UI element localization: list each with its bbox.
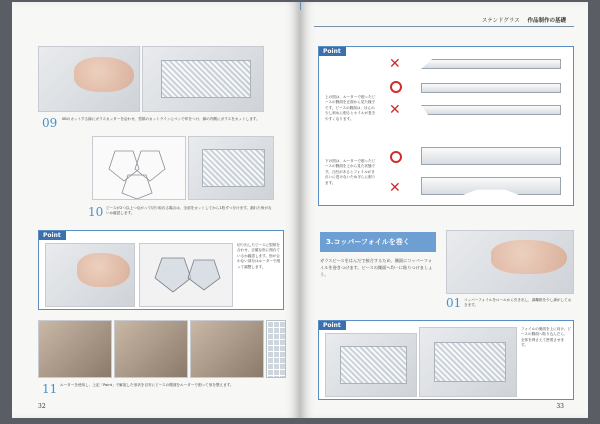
- point-text-foil: フォイルの裏面を上に向け、ピースの側面へ貼り込んだら、全体を押さえて密着させます。: [521, 327, 571, 348]
- photo-pentagon-glass: [188, 136, 274, 200]
- point-text-bottom: 下の図は、ルーターで削ったピースの側面を上から見た状態です。凸凹があるとフォイルがきれいに巻けないため平らに削ります。: [325, 159, 376, 185]
- photo-checking-template: [45, 243, 135, 307]
- photo-copper-foil: [446, 230, 574, 294]
- glass-top-uneven: [421, 177, 561, 195]
- glass-edge-correct: [421, 83, 561, 93]
- point-text-top: 上の図は、ルーターで削ったピースの側面を正面から見た様子です。ピースの側面は、ほんの少し斜めに削るとホイルが巻きやすくなります。: [325, 95, 376, 121]
- o-mark-icon: [390, 151, 402, 163]
- section-title-banner: 3.コッパーフォイルを巻く: [320, 232, 436, 252]
- step-text-11: ルーターを使用し、上記「Point」で解説した形状を目安にピースの側面をルーターで削って形を整えます。: [60, 383, 234, 387]
- point-label: Point: [39, 231, 66, 240]
- x-mark-icon: ✕: [389, 180, 401, 196]
- router-grid-surface: [266, 320, 286, 378]
- step-number-01: 01: [446, 296, 462, 310]
- glass-top-flat: [421, 147, 561, 165]
- page-number-right: 33: [556, 403, 564, 410]
- o-mark-icon: [390, 81, 402, 93]
- right-page: [300, 2, 588, 418]
- photo-router-3: [190, 320, 264, 378]
- step-text-09: 0Bのカットする線にガラスカッターを沿わせ、型紙のカットラインにペンで印をつけ、線の内側にガラスをカットします。: [62, 117, 260, 121]
- point-box-router-diagram: [318, 46, 574, 206]
- x-mark-icon: ✕: [389, 102, 401, 118]
- photo-cut-strip: [142, 46, 264, 112]
- photo-router-2: [114, 320, 188, 378]
- header-rule: [314, 26, 574, 27]
- photo-foil-glass-1: [325, 333, 417, 397]
- photo-router-1: [38, 320, 112, 378]
- glass-edge-overcut: [421, 105, 561, 115]
- left-page: [12, 2, 300, 418]
- photo-pentagon-template: [92, 136, 186, 200]
- step-number-10: 10: [88, 205, 104, 219]
- pentagon-fit-diagram: [140, 244, 233, 307]
- photo-cutting-glass: [38, 46, 140, 112]
- point-box-left: [38, 230, 284, 310]
- header-title: 作品制作の基礎: [527, 18, 566, 24]
- book-spread: [12, 2, 588, 418]
- point-text-left: 切り出したピースに型紙を合わせ、正確な形に削れているか確認します。形が合わない部分はルーターで削って調整します。: [237, 243, 281, 269]
- pentagon-outline-diagram: [93, 137, 186, 200]
- x-mark-icon: ✕: [389, 56, 401, 72]
- gutter-rule: [300, 2, 301, 10]
- point-box-foil: [318, 320, 574, 400]
- header-subtitle: ステンドグラス: [481, 18, 520, 24]
- step-number-11: 11: [42, 382, 58, 396]
- step-text-10: ピースが2つ以上つながって切り取れる場合は、全部をカットしてから1枚ずつ分けます。割れた角がないか確認します。: [106, 206, 272, 216]
- step-text-01: コッパーフォイルをロールから引き出し、剥離紙を少し剥がしておきます。: [464, 298, 572, 308]
- photo-foil-glass-2: [419, 327, 517, 397]
- page-number-left: 32: [38, 403, 46, 410]
- point-label: Point: [319, 47, 346, 56]
- running-header: [482, 16, 566, 24]
- step-number-09: 09: [42, 116, 58, 130]
- glass-edge-angled: [421, 59, 561, 69]
- section-description: ガラスピースをはんだで接合するため、側面にコッパーフォイルを巻きつけます。ピースの側面へ均一に貼りつけましょう。: [320, 258, 433, 277]
- photo-pentagon-fit: [139, 243, 233, 307]
- point-label: Point: [319, 321, 346, 330]
